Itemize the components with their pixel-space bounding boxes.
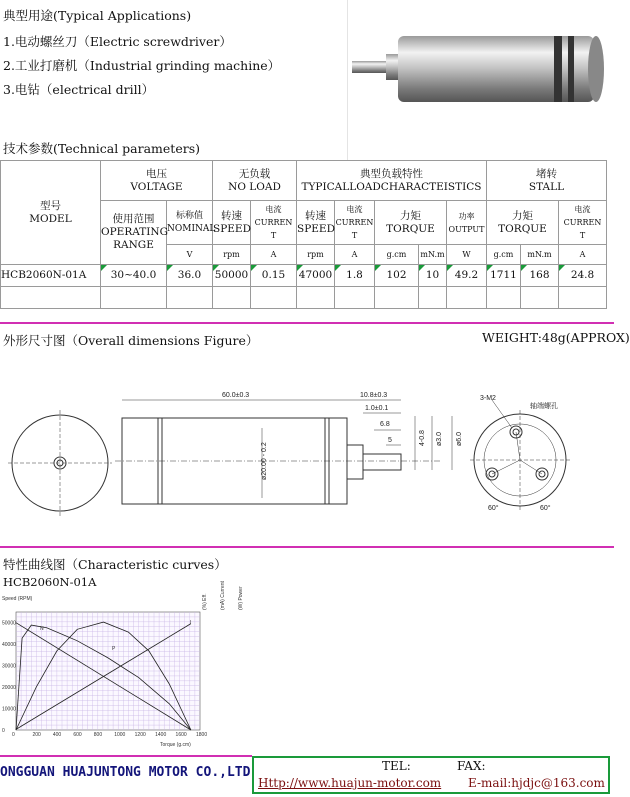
eff-axis-label: (%) Eff. [202,593,208,610]
output-header: 功率 OUTPUT [447,201,487,245]
section-divider [0,322,614,324]
application-item: 1.电动螺丝刀（Electric screwdriver） [3,34,232,49]
unit-cell: g.cm [375,245,419,265]
x-tick-label: 400 [52,732,62,738]
unit-cell: mN.m [521,245,559,265]
dimension-drawing [0,350,614,545]
fax-label: FAX: [457,759,486,773]
output-cell: 49.2 [447,265,487,287]
x-tick-label: 0 [12,732,15,738]
current-tl-cell: 1.8 [335,265,375,287]
unit-cell: rpm [213,245,251,265]
dim-label: ø3.0 [436,431,443,446]
typical-load-header: 典型负载特性 TYPICALLOADCHARACTEISTICS [297,161,487,201]
current-tl-header: 电流 CURREN T [335,201,375,245]
model-cell: HCB2060N-01A [1,265,101,287]
dimensions-title: 外形尺寸图（Overall dimensions Figure） [3,333,259,348]
unit-cell: W [447,245,487,265]
motor-photo [350,22,614,140]
speed-nl-header: 转速 SPEED [213,201,251,245]
y-tick-label: 10000 [2,706,16,713]
torque-gcm-cell: 102 [375,265,419,287]
torque-st-header: 力矩 TORQUE [487,201,559,245]
torque-axis-label: Torque (g.cm) [160,742,191,748]
tech-title: 技术参数(Technical parameters) [3,141,200,156]
dim-label: 3-M2 [480,395,496,402]
voltage-header: 电压 VOLTAGE [101,161,213,201]
dim-label: 60° [488,505,499,512]
curves-title: 特性曲线图（Characteristic curves） [3,557,227,572]
series-mark-n: N [40,626,44,632]
torque-tl-header: 力矩 TORQUE [375,201,447,245]
unit-cell: V [167,245,213,265]
stall-current-cell: 24.8 [559,265,607,287]
dim-label: ø20.00 - 0.2 [261,442,268,480]
company-name: ONGGUAN HUAJUNTONG MOTOR CO.,LTD [0,765,251,780]
x-tick-label: 600 [73,732,82,738]
stall-header: 堵转 STALL [487,161,607,201]
chart-y-ticks [2,621,16,734]
dim-label: 1.0±0.1 [365,405,389,412]
email-link[interactable]: E-mail:hjdjc@163.com [468,776,605,790]
x-tick-label: 1800 [196,732,208,738]
dim-label: 10.8±0.3 [360,392,388,399]
y-tick-label: 0 [2,728,5,734]
series-mark-p: P [112,646,116,652]
x-tick-label: 1000 [114,732,126,738]
tel-label: TEL: [382,759,411,773]
speed-axis-label: Speed (RPM) [2,596,33,602]
y-tick-label: 40000 [2,642,16,649]
x-tick-label: 1400 [155,732,167,738]
dim-label: 60.0±0.3 [222,392,250,399]
curves-model: HCB2060N-01A [3,575,97,589]
nominal-header: 标称值 NOMINAL [167,201,213,245]
unit-cell: g.cm [487,245,521,265]
no-load-header: 无负载 NO LOAD [213,161,297,201]
stall-mnm-cell: 168 [521,265,559,287]
unit-cell: A [559,245,607,265]
unit-cell: mN.m [419,245,447,265]
website-link[interactable]: Http://www.huajun-motor.com [258,776,442,790]
operating-range-header: 使用范围 OPERATING RANGE [101,201,167,265]
nominal-cell: 36.0 [167,265,213,287]
dim-label: 5 [388,437,392,444]
dim-label: 6.8 [380,421,390,428]
unit-cell: A [335,245,375,265]
current-nl-header: 电流 CURREN T [251,201,297,245]
power-axis-label: (W) Power [238,586,244,610]
range-cell: 30~40.0 [101,265,167,287]
spec-table [0,160,607,309]
dim-label: ø6.0 [456,431,463,446]
dim-label: 60° [540,505,551,512]
speed-nl-cell: 50000 [213,265,251,287]
applications-title: 典型用途(Typical Applications) [3,8,192,23]
current-st-header: 电流 CURREN T [559,201,607,245]
model-header: 型号 MODEL [1,161,101,265]
x-tick-label: 200 [32,732,41,738]
unit-cell: A [251,245,297,265]
application-item: 3.电钻（electrical drill） [3,82,155,97]
current-nl-cell: 0.15 [251,265,297,287]
stall-gcm-cell: 1711 [487,265,521,287]
speed-tl-header: 转速 SPEED [297,201,335,245]
section-divider [0,546,614,548]
x-tick-label: 800 [93,732,103,738]
chart-x-ticks [12,732,207,738]
weight-label: WEIGHT:48g(APPROX) [482,330,630,345]
torque-mnm-cell: 10 [419,265,447,287]
dim-label: 4-0.8 [419,430,426,446]
grid-line [347,0,348,160]
y-tick-label: 20000 [2,685,16,692]
series-mark-i: I [190,620,192,626]
application-item: 2.工业打磨机（Industrial grinding machine） [3,58,281,73]
y-tick-label: 50000 [2,620,16,627]
contact-box [252,756,610,794]
speed-tl-cell: 47000 [297,265,335,287]
y-tick-label: 30000 [2,663,16,670]
unit-cell: rpm [297,245,335,265]
x-tick-label: 1200 [134,732,146,738]
footer-divider [0,755,252,757]
current-axis-label: (mA) Current [220,581,226,610]
dim-label: 轴端螺孔 [530,403,558,410]
x-tick-label: 1600 [175,732,187,738]
